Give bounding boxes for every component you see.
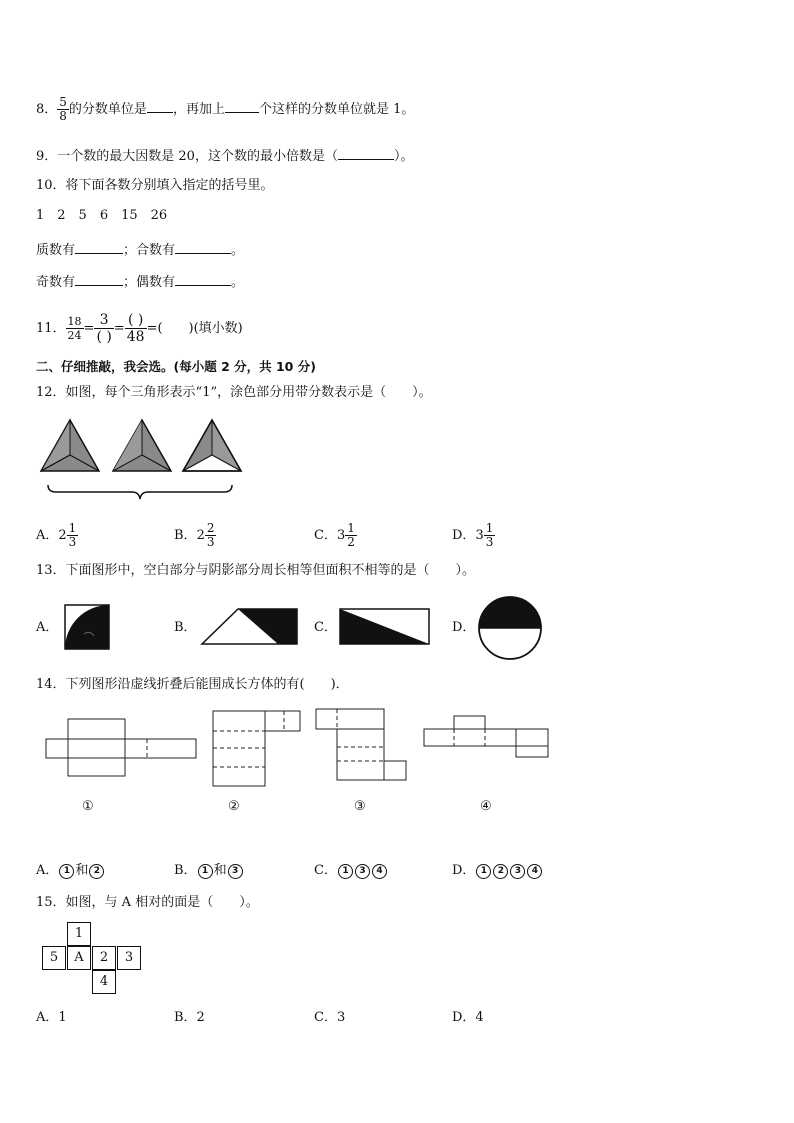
option-d-label[interactable]: D． [452, 620, 476, 635]
figure-semicircle [477, 595, 543, 661]
answer-blank[interactable] [147, 98, 173, 113]
option-d[interactable]: D．4 [452, 1010, 484, 1025]
answer-blank[interactable] [175, 271, 231, 286]
fraction-18-24: $\frac{18}{24}$ [67, 315, 82, 342]
question-8: 8． $\frac{5}{8}$ 的分数单位是 ，再加上 个这样的分数单位就是 1。 [36, 95, 415, 123]
triangle-fully-shaded [113, 420, 171, 471]
number-list: 1 2 5 6 15 26 [36, 208, 168, 223]
answer-blank[interactable] [175, 239, 231, 254]
fraction-3-blank: $\frac{3}{( )}$ [96, 312, 112, 345]
net-label-4: ④ [480, 799, 492, 814]
brace [48, 485, 232, 499]
option-c-label[interactable]: C． [314, 620, 337, 635]
net-cell-bottom: 4 [92, 970, 116, 994]
option-a-label[interactable]: A． [36, 620, 59, 635]
net-label-3: ③ [354, 799, 366, 814]
net-label-2: ② [228, 799, 240, 814]
triangle-fully-shaded [41, 420, 99, 471]
question-11: 11． $\frac{18}{24}$ = $\frac{3}{( )}$ = $\frac{( )}{48}$ =( )(填小数) [36, 312, 243, 345]
cube-net [42, 922, 152, 998]
fraction-5-8: $\frac{5}{8}$ [59, 95, 67, 123]
nets-figure [44, 705, 554, 820]
fraction-blank-48: $\frac{( )}{48}$ [126, 312, 145, 345]
section-heading: 二、仔细推敲，我会选。(每小题 2 分，共 10 分) [36, 359, 316, 374]
triangles-figure [38, 415, 248, 505]
question-12: 12．如图，每个三角形表示“1”，涂色部分用带分数表示是（ ）。 [36, 385, 432, 400]
question-13: 13．下面图形中，空白部分与阴影部分周长相等但面积不相等的是（ ）。 [36, 563, 476, 578]
question-9: 9．一个数的最大因数是 20，这个数的最小倍数是（ ）。 [36, 145, 413, 166]
triangle-partly-shaded [183, 420, 241, 471]
net-cell-top: 1 [67, 922, 91, 946]
option-c[interactable]: C．3 [314, 1010, 346, 1025]
net-cell-right1: 2 [92, 946, 116, 970]
figure-quarter-circle [64, 604, 110, 650]
option-b[interactable]: B．2 [174, 1010, 205, 1025]
net-cell-a: A [67, 946, 91, 970]
option-a[interactable]: A．2 $\frac{1}{3}$ [36, 521, 77, 549]
question-10: 10．将下面各数分别填入指定的括号里。 [36, 178, 274, 193]
answer-blank[interactable] [75, 271, 123, 286]
option-c[interactable]: C．3 $\frac{1}{2}$ [314, 521, 355, 549]
answer-blank[interactable] [75, 239, 123, 254]
odd-even-row: 奇数有 ；偶数有 。 [36, 271, 244, 292]
option-b[interactable]: B．2 $\frac{2}{3}$ [174, 521, 215, 549]
option-b-label[interactable]: B． [174, 620, 197, 635]
option-a[interactable]: A． 1 和 2 [36, 862, 105, 880]
net-cell-right2: 3 [117, 946, 141, 970]
question-15: 15．如图，与 A 相对的面是（ ）。 [36, 895, 259, 910]
question-14: 14．下列图形沿虚线折叠后能围成长方体的有( )． [36, 677, 349, 692]
net-cell-left: 5 [42, 946, 66, 970]
option-d[interactable]: D． 1 2 3 4 [452, 862, 543, 880]
figure-rectangle-diagonal [338, 607, 432, 647]
option-c[interactable]: C． 1 3 4 [314, 862, 388, 880]
option-a[interactable]: A．1 [36, 1010, 67, 1025]
answer-blank[interactable] [225, 98, 259, 113]
net-label-1: ① [82, 799, 94, 814]
answer-blank[interactable] [338, 145, 394, 160]
prime-composite-row: 质数有 ；合数有 。 [36, 239, 244, 260]
figure-trapezoid [200, 607, 300, 647]
option-b[interactable]: B． 1 和 3 [174, 862, 244, 880]
option-d[interactable]: D．3 $\frac{1}{3}$ [452, 521, 494, 549]
